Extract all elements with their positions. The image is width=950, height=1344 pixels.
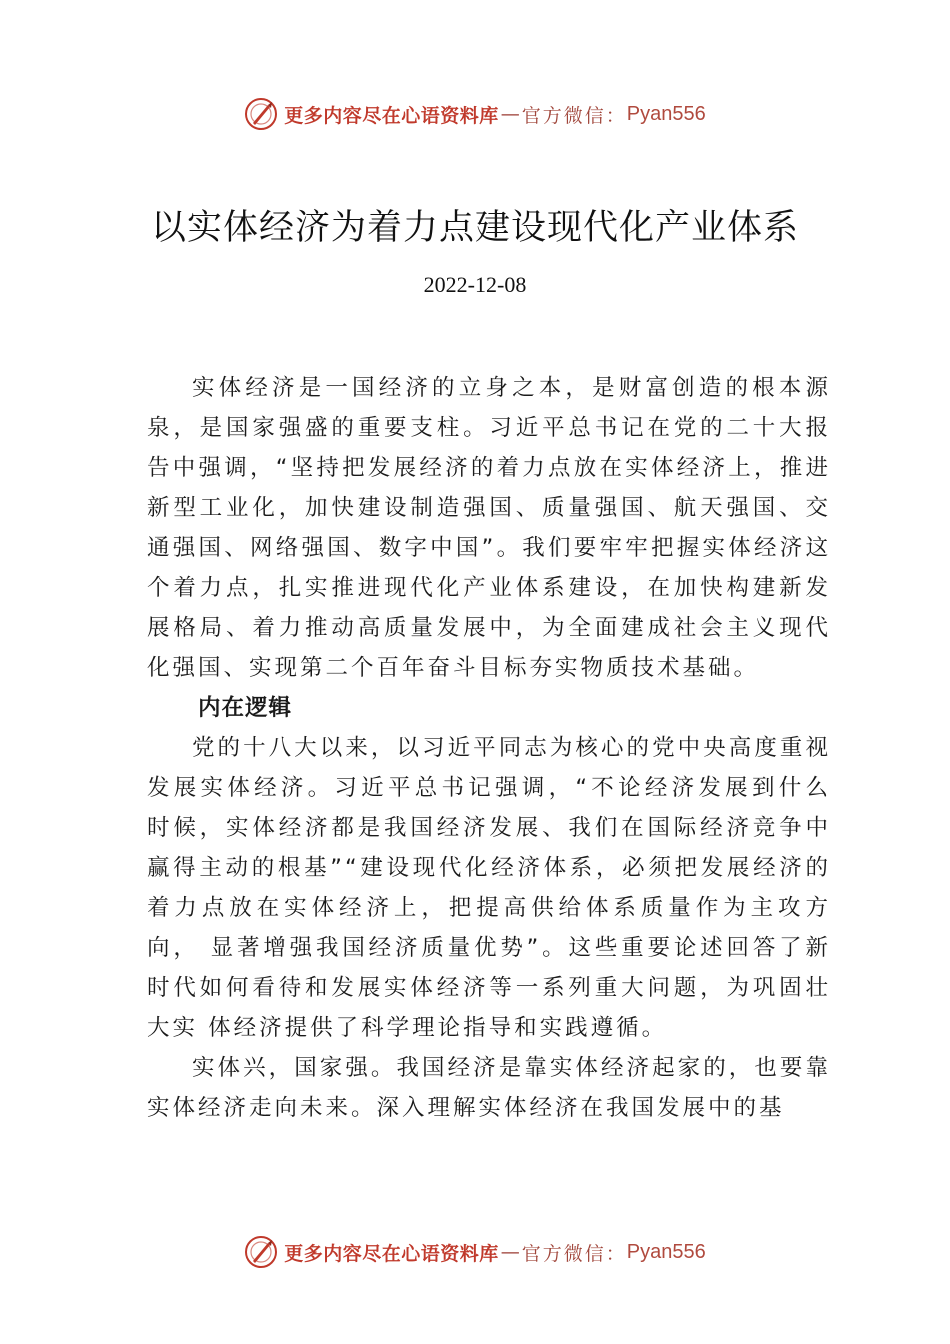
banner-separator: — bbox=[500, 1241, 520, 1263]
article-date: 2022-12-08 bbox=[423, 272, 527, 297]
paragraph-intro: 实体经济是一国经济的立身之本，是财富创造的根本源泉，是国家强盛的重要支柱。习近平总书记在党的二十大报告中强调，“坚持把发展经济的着力点放在实体经济上，推进新型工业化，加快建设制造强国、质量强国、航天强国、交通强国、网络强国、数字中国”。我们要牢牢把握实体经济这个着力点，扎实推进现代化产业体系建设，在加快构建新发展格局、着力推动高质量发展中，为全面建成社会主义现代化强国、实现第二个百年奋斗目标夯实物质技术基础。 bbox=[147, 375, 831, 681]
article-title: 以实体经济为着力点建设现代化产业体系 bbox=[150, 208, 799, 248]
banner-separator: — bbox=[500, 103, 520, 125]
paragraph-logic: 党的十八大以来，以习近平同志为核心的党中央高度重视发展实体经济。习近平总书记强调，“不论经济发展到什么 时候，实体经济都是我国经济发展、我们在国际经济竞争中赢得主动的根基”“建设现代化经济体系，必须把发展经济的 着力点放在实体经济上，把提高供给体系质量作为主攻方向， 显著增强我国经济质量优势”。这些重要论述回答了新时代如何看待和发展实体经济等一系列重大问题，为巩固壮大实 体经济提供了科学理论指导和实践遵循。 bbox=[147, 735, 831, 1041]
paragraph-strong-nation: 实体兴，国家强。我国经济是靠实体经济起家的，也要靠实体经济走向未来。深入理解实体经济在我国发展中的基 bbox=[147, 1055, 831, 1121]
article-body bbox=[147, 368, 831, 1128]
wechat-id: Pyan556 bbox=[626, 1240, 706, 1263]
quill-pen-logo-icon bbox=[244, 1235, 278, 1269]
site-name: 更多内容尽在心语资料库 bbox=[284, 104, 499, 127]
section-heading: 内在逻辑 bbox=[198, 695, 293, 721]
footer-banner bbox=[0, 1232, 950, 1272]
quill-pen-logo-icon bbox=[244, 97, 278, 131]
header-banner bbox=[0, 94, 950, 134]
wechat-label: 官方微信： bbox=[521, 1242, 627, 1265]
site-name: 更多内容尽在心语资料库 bbox=[284, 1242, 499, 1265]
wechat-label: 官方微信： bbox=[521, 104, 627, 127]
wechat-id: Pyan556 bbox=[626, 102, 706, 125]
